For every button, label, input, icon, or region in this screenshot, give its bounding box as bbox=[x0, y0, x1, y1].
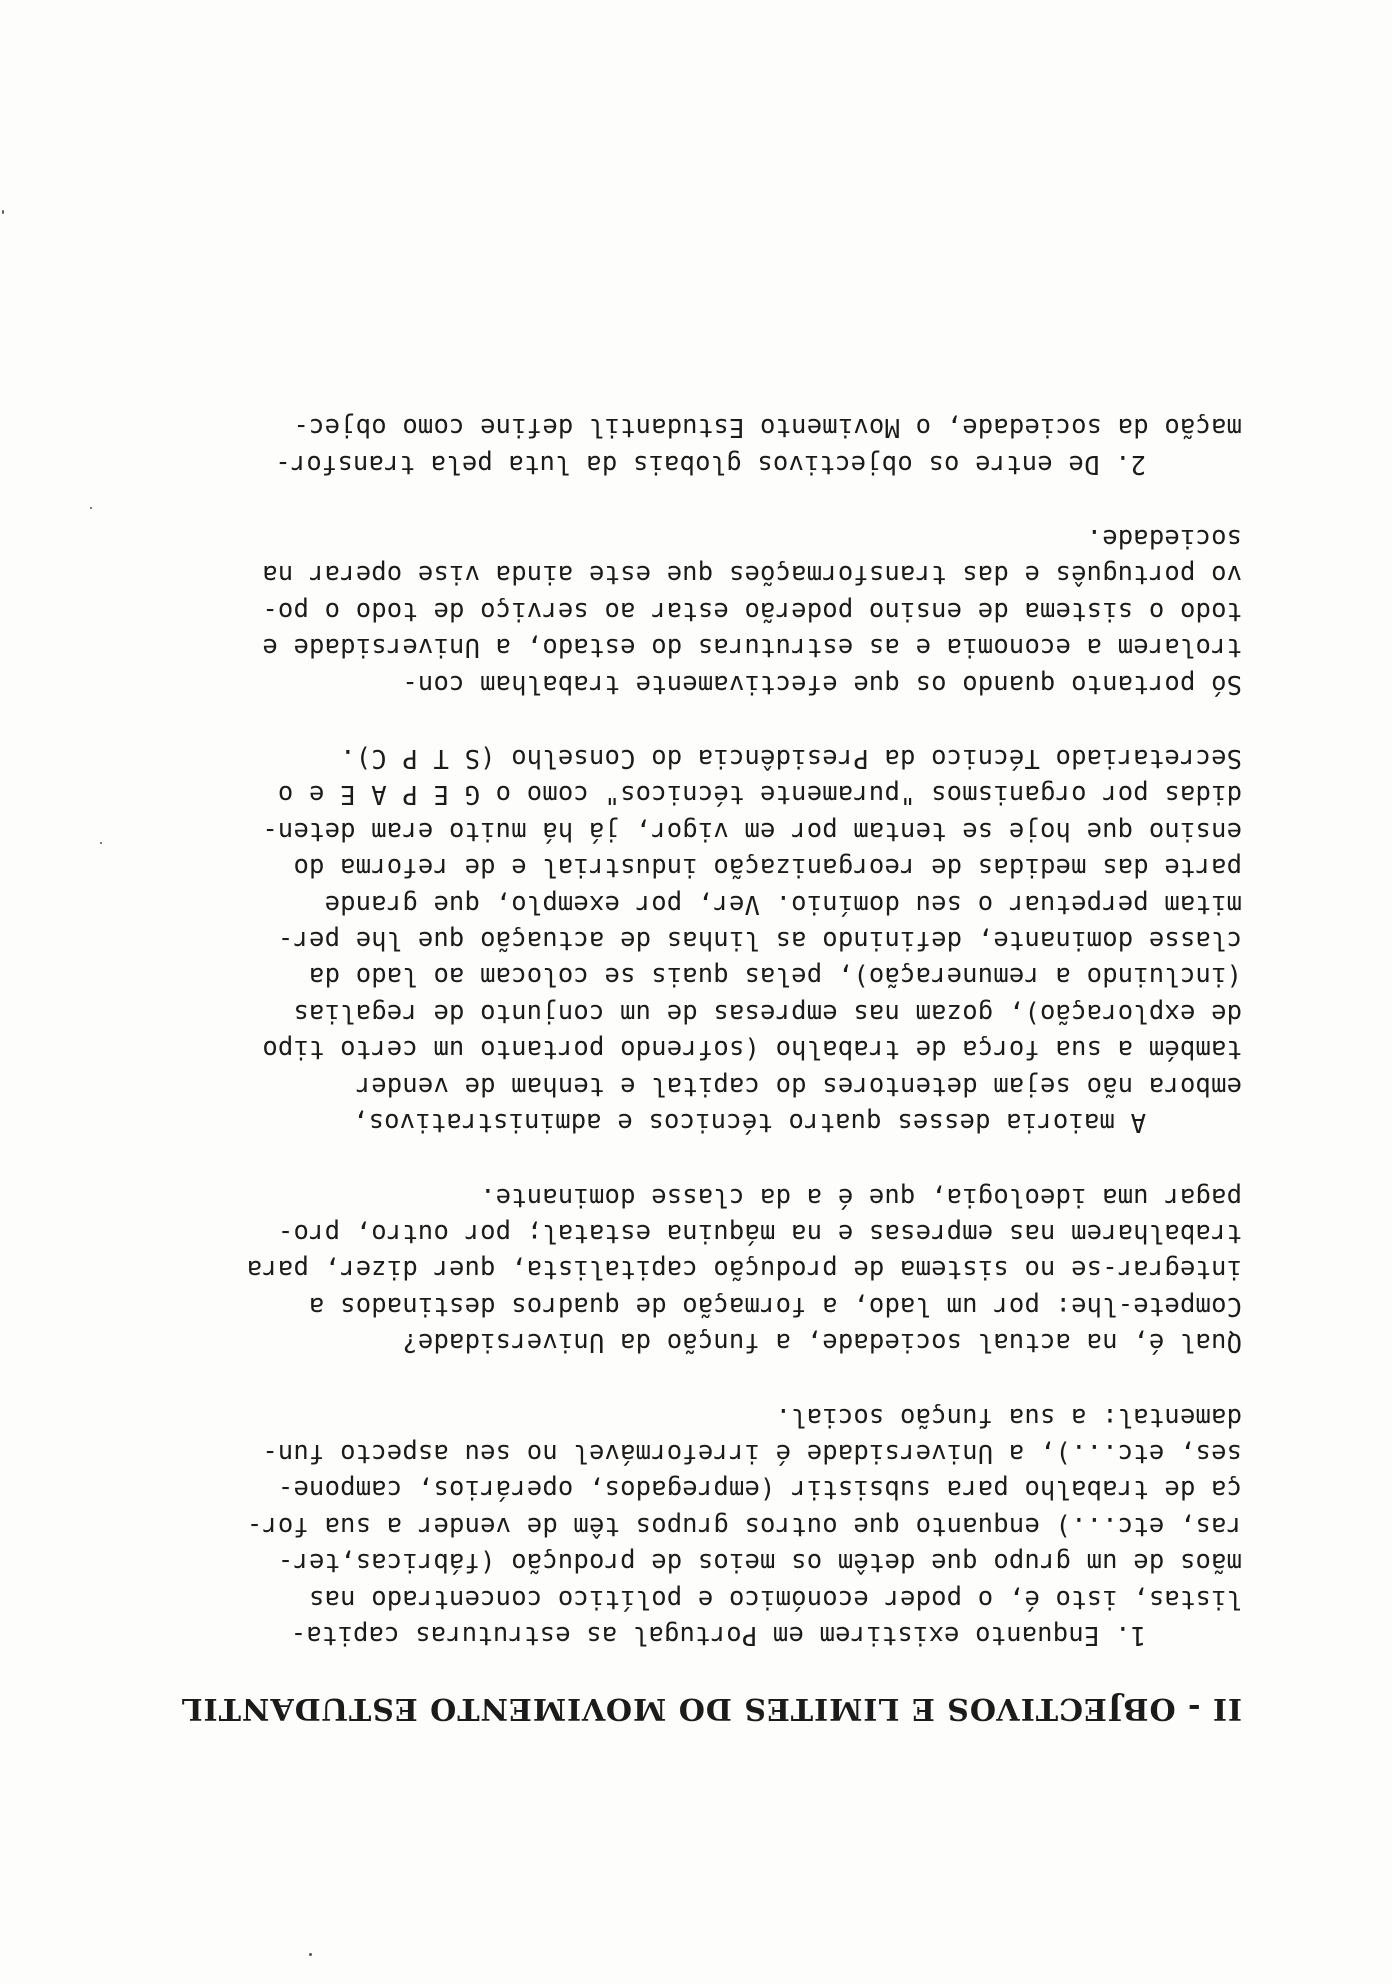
scan-speck bbox=[90, 507, 92, 509]
text-line: embora não sejam detentores do capital e tenham de vender bbox=[355, 1070, 1242, 1101]
text-line: Compete-lhe: por um lado, a formação de quadros destinados a bbox=[308, 1290, 1242, 1321]
text-line: ras, etc...) enquanto que outros grupos têm de vender a sua for- bbox=[246, 1510, 1242, 1541]
paragraph-4 bbox=[182, 520, 1242, 702]
scan-speck bbox=[309, 1953, 312, 1956]
text-line: integrar-se no sistema de produção capitalista, quer dizer, para bbox=[246, 1254, 1242, 1285]
text-line: Só portanto quando os que efectivamente trabalham con- bbox=[402, 668, 1242, 699]
text-line: 2. De entre os objectivos globais da luta pela transfor- bbox=[275, 448, 1146, 479]
text-line: pagar uma ideologia, que é a da classe dominante. bbox=[479, 1181, 1242, 1212]
text-line: Secretariado Técnico da Presidência do Conselho (S T P C). bbox=[339, 743, 1242, 774]
text-line: parte das medidas de reorganização industrial e de reforma do bbox=[293, 852, 1242, 883]
text-line: mãos de um grupo que detêm os meios de produção (fábricas,ter- bbox=[277, 1547, 1242, 1578]
paragraph-2 bbox=[182, 1178, 1242, 1360]
text-line: trabalharem nas empresas e na máquina estatal; por outro, pro- bbox=[277, 1217, 1242, 1248]
text-line: ça de trabalho para subsistir (empregados, operários, campone- bbox=[277, 1474, 1242, 1505]
text-line: damental: a sua função social. bbox=[775, 1401, 1242, 1432]
section-heading: II - OBJECTIVOS E LIMITES DO MOVIMENTO ESTUDANTIL bbox=[180, 1691, 1242, 1726]
text-line: também a sua força de trabalho (sofrendo portanto um certo tipo bbox=[262, 1034, 1242, 1065]
document-body bbox=[182, 371, 1242, 1726]
text-line: didas por organismos "puramente técnicos" como o G E P A E e o bbox=[277, 779, 1242, 810]
text-line: ses, etc...), a Universidade é irreformável no seu aspecto fun- bbox=[262, 1437, 1242, 1468]
scan-speck bbox=[2, 210, 4, 214]
paragraph-5 bbox=[182, 409, 1242, 482]
text-line: de exploração), gozam nas empresas de um conjunto de regalias bbox=[293, 997, 1242, 1028]
text-line: listas, isto é, o poder económico e político concentrado nas bbox=[308, 1583, 1242, 1614]
text-line: vo português e das transformações que este ainda vise operar na bbox=[262, 559, 1242, 590]
text-line: mação da sociedade, o Movimento Estudantil define como objec- bbox=[293, 412, 1242, 443]
scan-speck bbox=[100, 842, 102, 844]
text-line: sociedade. bbox=[1086, 523, 1242, 554]
text-line: mitam perpetuar o seu domínio. Ver, por exemplo, que grande bbox=[324, 888, 1242, 919]
paragraph-1 bbox=[182, 1398, 1242, 1653]
text-line: classe dominante, definindo as linhas de actuação que lhe per- bbox=[277, 925, 1242, 956]
text-line: trolarem a economia e as estruturas do estado, a Universidade e bbox=[262, 632, 1242, 663]
text-line: todo o sistema de ensino poderão estar ao serviço de todo o po- bbox=[262, 595, 1242, 626]
paragraph-3 bbox=[182, 740, 1242, 1140]
text-line: A maioria desses quatro técnicos e administrativos, bbox=[352, 1107, 1146, 1138]
text-line: ensino que hoje se tentam por em vigor, já há muito eram deten- bbox=[262, 815, 1242, 846]
text-line: 1. Enquanto existirem em Portugal as estruturas capita- bbox=[290, 1620, 1146, 1650]
text-line: (incluindo a remuneração), pelas quais se colocam ao lado da bbox=[308, 961, 1242, 992]
text-line: Qual é, na actual sociedade, a função da Universidade? bbox=[402, 1327, 1242, 1358]
